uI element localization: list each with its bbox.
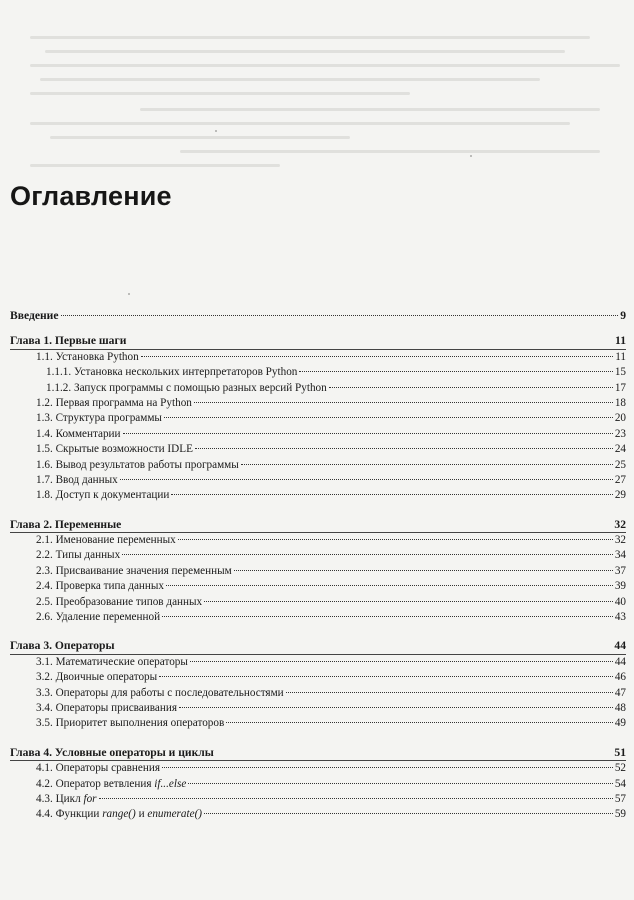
toc-entry-label: 2.5. Преобразование типов данных xyxy=(36,595,203,608)
toc-entry-label: 1.4. Комментарии xyxy=(36,427,121,440)
toc-spacer xyxy=(10,625,626,638)
toc-entry-label: 2.3. Присваивание значения переменным xyxy=(36,564,232,577)
toc-section-row[interactable] xyxy=(10,411,626,426)
toc-entry-label: 4.3. Цикл for xyxy=(36,792,97,805)
toc-page-number: 32 xyxy=(614,517,626,531)
toc-entry-label: 1.3. Структура программы xyxy=(36,412,162,425)
toc-page-number: 57 xyxy=(614,792,626,805)
toc-section-row[interactable] xyxy=(10,365,626,380)
toc-dot-leader xyxy=(99,798,613,799)
toc-page-number: 34 xyxy=(614,549,626,562)
toc-dot-leader xyxy=(179,707,613,708)
toc-dot-leader xyxy=(171,494,612,495)
toc-page-number: 11 xyxy=(615,334,626,348)
toc-entry-label: 1.1.1. Установка нескольких интерпретаторов Python xyxy=(46,366,298,379)
toc-page-number: 9 xyxy=(620,309,626,322)
toc-dot-leader xyxy=(122,554,613,555)
toc-chapter-row[interactable] xyxy=(10,333,626,349)
toc-spacer xyxy=(10,323,626,333)
toc-page-number: 37 xyxy=(614,564,626,577)
toc-entry-label: 2.6. Удаление переменной xyxy=(36,611,161,624)
toc-dot-leader xyxy=(166,585,613,586)
toc-entry-label: 3.1. Математические операторы xyxy=(36,655,188,668)
toc-section-row[interactable] xyxy=(10,473,626,488)
toc-entry-label: 1.7. Ввод данных xyxy=(36,473,118,486)
toc-dot-leader xyxy=(299,371,612,372)
toc-chapter-row[interactable] xyxy=(10,745,626,761)
toc-page-number: 43 xyxy=(614,611,626,624)
toc-entry-label: Глава 1. Первые шаги xyxy=(10,334,127,348)
toc-page-number: 44 xyxy=(614,655,626,668)
toc-entry-label: Глава 3. Операторы xyxy=(10,639,115,653)
toc-section-row[interactable] xyxy=(10,458,626,473)
toc-dot-leader xyxy=(164,417,613,418)
toc-chapter-row[interactable] xyxy=(10,308,626,323)
toc-section-row[interactable] xyxy=(10,579,626,594)
toc-entry-label: 3.3. Операторы для работы с последовательностями xyxy=(36,686,284,699)
toc-entry-label: 2.2. Типы данных xyxy=(36,549,121,562)
toc-dot-leader xyxy=(190,661,613,662)
toc-dot-leader xyxy=(241,464,613,465)
toc-section-row[interactable] xyxy=(10,533,626,548)
toc-entry-label: 1.5. Скрытые возможности IDLE xyxy=(36,443,193,456)
toc-entry-label: 1.8. Доступ к документации xyxy=(36,489,170,502)
toc-section-row[interactable] xyxy=(10,716,626,731)
toc-section-row[interactable] xyxy=(10,761,626,776)
toc-entry-label: 2.4. Проверка типа данных xyxy=(36,580,165,593)
toc-chapter-row[interactable] xyxy=(10,517,626,533)
toc-dot-leader xyxy=(329,387,613,388)
toc-dot-leader xyxy=(195,448,613,449)
toc-dot-leader xyxy=(204,813,613,814)
toc-dot-leader xyxy=(194,402,613,403)
toc-dot-leader xyxy=(234,570,613,571)
toc-spacer xyxy=(10,732,626,745)
toc-entry-label: 4.1. Операторы сравнения xyxy=(36,762,161,775)
toc-dot-leader xyxy=(141,356,614,357)
toc-page-number: 17 xyxy=(614,381,626,394)
toc-page-number: 54 xyxy=(614,777,626,790)
toc-entry-label: 3.2. Двоичные операторы xyxy=(36,671,158,684)
toc-page-number: 40 xyxy=(614,595,626,608)
toc-entry-label: 4.2. Оператор ветвления if...else xyxy=(36,777,187,790)
toc-entry-label: 1.1. Установка Python xyxy=(36,350,139,363)
toc-page-number: 44 xyxy=(614,639,626,653)
toc-entry-label: Глава 4. Условные операторы и циклы xyxy=(10,745,214,759)
toc-page-number: 27 xyxy=(614,473,626,486)
toc-dot-leader xyxy=(178,539,613,540)
toc-section-row[interactable] xyxy=(10,686,626,701)
toc-dot-leader xyxy=(188,783,613,784)
toc-entry-label: 1.6. Вывод результатов работы программы xyxy=(36,458,239,471)
toc-page-number: 25 xyxy=(614,458,626,471)
toc-page-number: 52 xyxy=(614,762,626,775)
toc-section-row[interactable] xyxy=(10,701,626,716)
toc-entry-label: 1.2. Первая программа на Python xyxy=(36,396,192,409)
scan-speck xyxy=(470,155,472,157)
toc-entry-label: 1.1.2. Запуск программы с помощью разных версий Python xyxy=(46,381,327,394)
toc-page-number: 48 xyxy=(614,701,626,714)
toc-section-row[interactable] xyxy=(10,381,626,396)
toc-dot-leader xyxy=(61,315,619,316)
toc-page-number: 29 xyxy=(614,489,626,502)
toc-section-row[interactable] xyxy=(10,610,626,625)
toc-page-number: 15 xyxy=(614,366,626,379)
toc-section-row[interactable] xyxy=(10,427,626,442)
toc-spacer xyxy=(10,504,626,517)
toc-page-number: 20 xyxy=(614,412,626,425)
toc-section-row[interactable] xyxy=(10,670,626,685)
toc-section-row[interactable] xyxy=(10,488,626,503)
scan-speck xyxy=(215,130,217,132)
toc-entry-label: 3.4. Операторы присваивания xyxy=(36,701,177,714)
toc-entry-label: Глава 2. Переменные xyxy=(10,517,122,531)
toc-dot-leader xyxy=(226,722,613,723)
toc-dot-leader xyxy=(123,433,613,434)
toc-page-number: 23 xyxy=(614,427,626,440)
toc-page-number: 24 xyxy=(614,443,626,456)
toc-section-row[interactable] xyxy=(10,777,626,792)
toc-entry-label: 4.4. Функции range() и enumerate() xyxy=(36,808,203,821)
toc-dot-leader xyxy=(120,479,613,480)
toc-dot-leader xyxy=(159,676,613,677)
page-title: Оглавление xyxy=(10,181,172,211)
toc-section-row[interactable] xyxy=(10,442,626,457)
toc-section-row[interactable] xyxy=(10,548,626,563)
toc-page-number: 18 xyxy=(614,396,626,409)
scan-speck xyxy=(128,293,130,295)
toc-entry-label: Введение xyxy=(10,309,59,322)
toc-dot-leader xyxy=(162,616,613,617)
toc-section-row[interactable] xyxy=(10,655,626,670)
toc-dot-leader xyxy=(162,767,613,768)
toc-section-row[interactable] xyxy=(10,396,626,411)
reverse-page-bleed-through xyxy=(0,0,634,175)
toc-page-number: 11 xyxy=(615,350,626,363)
toc-page-number: 59 xyxy=(614,808,626,821)
toc-page-number: 49 xyxy=(614,717,626,730)
toc-chapter-row[interactable] xyxy=(10,638,626,654)
toc-section-row[interactable] xyxy=(10,792,626,807)
toc-page-number: 47 xyxy=(614,686,626,699)
toc-dot-leader xyxy=(204,601,613,602)
toc-section-row[interactable] xyxy=(10,595,626,610)
table-of-contents xyxy=(10,308,626,823)
toc-page-number: 46 xyxy=(614,671,626,684)
toc-dot-leader xyxy=(286,692,613,693)
toc-page-number: 39 xyxy=(614,580,626,593)
toc-page-number: 32 xyxy=(614,534,626,547)
toc-section-row[interactable] xyxy=(10,564,626,579)
toc-entry-label: 2.1. Именование переменных xyxy=(36,534,176,547)
toc-entry-label: 3.5. Приоритет выполнения операторов xyxy=(36,717,225,730)
toc-section-row[interactable] xyxy=(10,807,626,822)
toc-section-row[interactable] xyxy=(10,350,626,365)
toc-page-number: 51 xyxy=(614,745,626,759)
